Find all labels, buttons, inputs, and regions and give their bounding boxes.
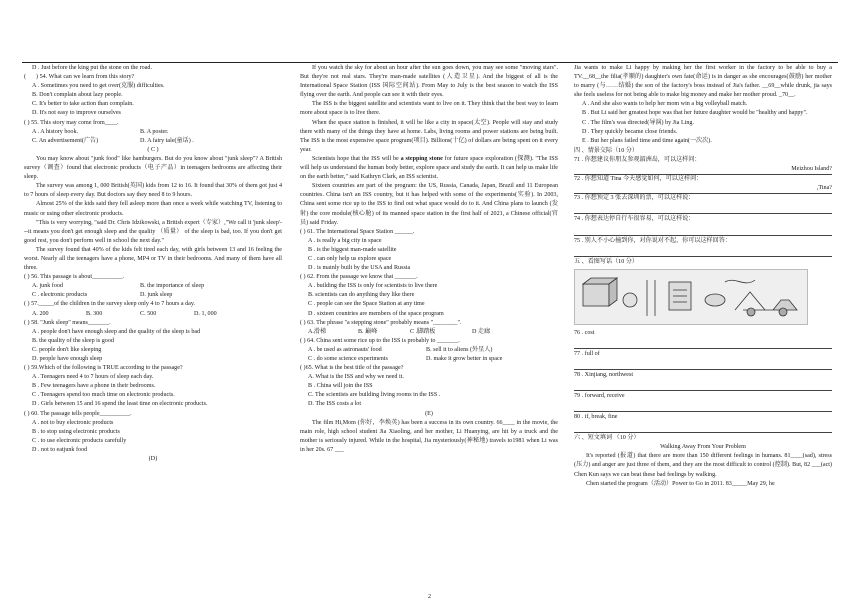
q76-answer-line[interactable] [574,338,832,349]
section-5-title: 五 、看图写话（10 分） [574,258,638,265]
q64-option-a: A . be used as astronauts' food [308,346,382,353]
q74-prompt: 74 . 你想表达停自行车很容易，可以这样说： [574,216,695,223]
q65-option-d: D. The ISS costs a lot [308,401,362,408]
q74-answer-line[interactable] [574,225,832,236]
section-6-title: 六 、短文填词 （10 分） [574,435,640,442]
q65-stem: ( )65. What is the best title of the passage? [300,365,404,372]
q57-option-a: A. 200 [32,310,49,317]
passage-d-para-4: Scientists hope that the ISS will be a stepping stone for future space exploration (探测). "The ISS will help us understand the human body better, explore space and study the earth. It can help us make life on the earth better," said Kathryn Clark, an ISS scientist. [300,155,558,181]
q62-stem: ( ) 62. From the passage we know that _______. [300,274,418,281]
q56-option-a: A. junk food [32,283,63,290]
q60-option-b: B . to stop using electronic products [32,428,120,435]
q78-prompt: 78 . Xinjiang, northwest [574,371,634,378]
passage-e-para-1: The film Hi,Mom (你好，李焕英) has been a success in its own country. 66____ in the movie, the main role, high school student Jia Xiaoling, and her mother, Li Huanying, are hit by a truck and the mother is seriously injured. While in the hospital, Jia mysteriously(神秘地) travels to1981 when Li was in her 20s. 67 ___ [300,419,558,453]
q71-prompt: 71 . 你想建议你朋友参观湄洲岛，可以这样问： [574,156,701,163]
q58-option-a: A . people don't have enough sleep and the quality of the sleep is bad [32,328,201,335]
q71-answer-line[interactable] [574,165,832,175]
q61-option-a: A . is really a big city in space [308,237,382,244]
section-4-title: 四 、情景交际（10 分） [574,147,638,154]
q73-answer-line[interactable] [574,203,832,214]
q62-option-b: B. scientists can do anything they like there [308,292,415,299]
q56-stem: ( ) 56. This passage is about__________. [24,274,125,281]
q55-options-cd [24,137,282,146]
q61-stem: ( ) 61. The International Space Station ______. [300,228,415,235]
q59-option-a: A . Teenagers need 4 to 7 hours of sleep each day. [32,374,154,381]
passage-e-option-a: A . And she also wants to help her mom win a big volleyball match. [582,101,748,108]
passage-c-label: ( C ) [147,146,159,153]
q57-stem: ( ) 57._____of the children in the survey sleep only 4 to 7 hours a day. [24,301,196,308]
page-number: 2 [428,594,431,600]
q59-option-c: C . Teenagers spend too much time on electronic products. [32,392,175,399]
passage-d-label: (D) [148,456,158,463]
q57-option-d: D. 1, 000 [194,310,217,317]
q55-options-ab [24,128,282,137]
q65-option-b: B . China will join the ISS [308,383,373,390]
q62-option-d: D . sixteen countries are members of the space program [308,310,444,317]
q63-option-c: C .脚踏板 [410,328,436,335]
q64-option-b: B. sell it to aliens (外星人) [426,346,493,353]
q58-option-b: B. the quality of the sleep is good [32,337,114,344]
q60-option-a: A . not to buy electronic products [32,419,114,426]
q57-option-b: B. 300 [86,310,103,317]
passage-d-para-3: When the space station is finished, it will be like a city in space(太空). People will stay and study there with many of the things they have at home. Labs, living rooms and power stations are being built. The ISS is the most expensive space program(项目). Billions(十亿) of dollars are being spent on it every year. [300,119,558,153]
q56-options-cd [24,291,282,300]
q63-stem: ( ) 63. The phrase "a stepping stone" probably means "________". [300,319,462,326]
section-6-para-2: Chen started the program（活动）Power to Go in 2011. 83_____May 29, he [586,480,775,487]
q64-stem: ( ) 64. China sent some rice up to the ISS is probably to _______. [300,337,460,344]
q54-option-c: C. It's better to take action than complain. [32,101,134,108]
q65-option-c: C. The scientists are building living rooms in the ISS . [308,392,441,399]
q57-option-c: C. 500 [140,310,157,317]
q79-prompt: 79 . forward, receive [574,392,625,399]
q64-option-d: D. make it grow better in space [426,356,503,362]
q59-option-b: B . Few teenagers have a phone in their bedrooms. [32,383,156,390]
q71-tail: Meizhou Island? [791,166,832,173]
q63-option-a: A.滑梯 [308,328,327,335]
q72-prompt: 72 . 你想知道 Tina 今天感觉如何，可以这样问： [574,176,703,183]
q72-tail: ,Tina? [816,185,832,192]
passage-e-option-d: D . They quickly became close friends. [582,128,678,135]
q72-answer-line[interactable] [574,184,832,194]
passage-e-option-c: C . The film's was directed(导演) by Jia Ling. [582,119,695,126]
passage-c-para-4: "This is very worrying, "said Dr. Chris Idzikowski, a British expert（专家）,"We call it 'junk sleep'---it means you don't get enough sleep and the quality （质量） of the sleep is bad, too. If you don't get good rest, you don't perform well in school the next day." [24,219,282,244]
q79-answer-line[interactable] [574,401,832,412]
q64-option-c: C . do some science experiments [308,356,388,362]
q61-option-d: D . is mainly built by the USA and Russia [308,265,411,272]
q60-option-d: D . not to eatjunk food [32,446,88,453]
q59-stem: ( ) 59.Which of the following is TRUE according to the passage? [24,365,183,372]
q57-options [24,310,282,319]
section-6-para-1: It's reported (报道) that there are more than 150 different feelings in humans. 81____(sad), stress (压力) and anger are just three of them, and they are the most difficult to control (控制). But, 82 ___(act) Chen Kun says we can beat these bad feelings by walking. [574,453,832,478]
header-rule [22,62,838,63]
q61-option-b: B . is the biggest man-made satellite [308,246,397,253]
q55-option-d: D. A fairy tale(童话) . [140,137,194,144]
q54-option-b: B. Don't complain about lazy people. [32,92,123,99]
q58-option-d: D. people have enough sleep [32,356,103,362]
column-right [574,64,832,489]
picture-writing-illustration [574,269,808,325]
q64-options-cd [300,355,558,364]
passage-e-label: (E) [425,410,433,417]
q53-option-d: D . Just before the king put the stone on the road. [32,65,152,71]
q54-option-d: D. It's not easy to improve ourselves [32,110,121,117]
passage-e-option-e: E . But her plans failed time and time again(一次次). [582,137,712,144]
passage-d-para-1: If you watch the sky for about an hour after the sun goes down, you may see some "moving stars". But they're not real stars. They're man-made satellites (人造卫星). And the biggest of all is the International Space Station (ISS 国际空间站). From May to July is the best season to watch the ISS flying over the earth. And people can see it with their eyes. [300,65,558,99]
q78-answer-line[interactable] [574,380,832,391]
passage-c-para-3: Almost 25% of the kids said they fell asleep more than once a week while watching TV, listening to music or using other electronic products. [24,201,282,217]
passage-d-para-2: The ISS is the biggest satellite and scientists want to live on it. They think that the best way to learn more about space is to live there. [300,101,558,117]
q63-option-b: B. 巅峰 [358,328,378,335]
q63-options [300,328,558,337]
q62-option-a: A . building the ISS is only for scientists to live there [308,283,438,290]
passage-d-para-5: Sixteen countries are part of the program: the US, Russia, Canada, Japan, Brazil and 11 European countries. China isn't an ISS country, but it has helped with some of the experiments(实验). In 2003, China sent some rice up to the ISS to find out what space would do to it. And China plans to launch (发射) the core module(核心舱) of its manned space station in the first half of 2021, a Chinese official(官员) said Friday. [300,183,558,226]
q54-stem: ( ) 54. What can we learn from this story? [24,74,135,81]
q75-prompt: 75 . 别人不小心撞到你，对你说对不起，你可以这样回答： [574,237,731,244]
passage-c-para-5: The survey found that 40% of the kids felt tired each day, with girls between 13 and 16 feeling the worst. Nearly all the teenagers have a phone, MP4 or TV in their bedrooms. And many of them have all three. [24,246,282,272]
q56-options-ab [24,282,282,291]
passage-e-continued: Jia wants to make Li happy by making her the first worker in the factory to be able to buy a TV.__68__the filia(孝顺的) daughter's own fate(命运) is in danger as she encourages(鼓励) her mother to marry (与……结婚) the son of the factory's boss instead of Jia's father. __69__while drunk, jia says she feels useless for not being able to make big money and make her mother proud. _70__. [574,65,832,99]
q60-option-c: C . to use electronic products carefully [32,437,127,444]
column-left [24,64,282,464]
q55-option-b: B. A poster. [140,128,169,135]
illustration-sketch [575,270,807,324]
q55-option-a: A . A history book. [32,128,79,135]
q64-options-ab [300,346,558,355]
q76-prompt: 76 . cost [574,329,595,336]
q56-option-c: C . electronic products [32,292,88,299]
column-middle [300,64,558,455]
q59-option-d: D . Girls between 15 and 16 spend the least time on electronic products. [32,401,208,408]
q54-option-a: A . Sometimes you need to get over(克服) difficulties. [32,83,165,90]
q80-prompt: 80 . if, break, fine [574,414,618,421]
q63-option-d: D 走廊 [472,328,491,335]
q61-option-c: C . can only help us explore space [308,255,392,262]
q60-stem: ( ) 60. The passage tells people__________. [24,410,132,417]
q80-answer-line[interactable] [574,422,832,433]
q75-answer-line[interactable] [574,246,832,257]
q55-option-c: C. An advertisement(广告) [32,137,99,144]
q56-option-b: B. the importance of sleep [140,283,205,290]
passage-c-para-1: You may know about "junk food" like hamburgers. But do you know about "junk sleep"? A British survey（调查）found that electronic products（电子产品）in teenagers bedrooms are affecting their sleep. [24,155,282,181]
q62-option-c: C . people can see the Space Station at any time [308,301,425,308]
q73-prompt: 73 . 你想预定 3 张去深圳的票，可以这样说： [574,195,695,202]
q56-option-d: D. junk sleep [140,292,173,299]
passage-e-option-b: B . But Li said her greatest hope was that her future daughter would be "healthy and happy". [582,110,808,117]
q77-answer-line[interactable] [574,359,832,370]
stepping-stone-phrase: a stepping stone [400,155,443,162]
q58-stem: ( ) 58. "Junk sleep" means_______. [24,319,111,326]
section-6-passage-title: Walking Away From Your Problem [660,444,746,451]
q58-option-c: C. people don't like sleeping [32,346,102,353]
passage-c-para-2: The survey was among 1, 000 British(英国) kids from 12 to 16. It found that 30% of them got just 4 to 7 hours of sleep every day. But doctors say they need 8 to 9 hours. [24,183,282,199]
q55-stem: ( ) 55. This story may come from____. [24,119,119,126]
q77-prompt: 77 . full of [574,350,600,357]
q65-option-a: A. What is the ISS and why we need it. [308,374,404,381]
